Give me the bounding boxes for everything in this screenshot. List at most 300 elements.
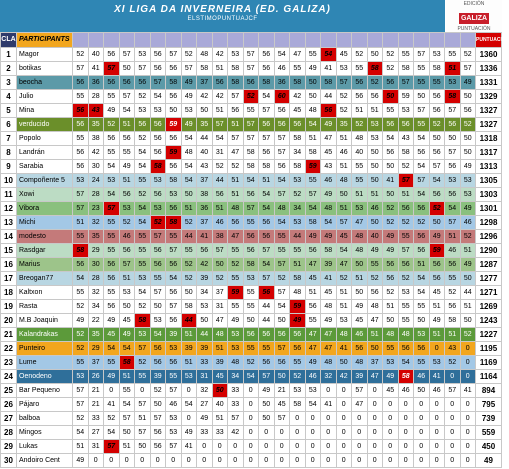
round-score: 0 [305, 426, 321, 440]
round-score: 0 [460, 426, 476, 440]
round-score: 48 [228, 202, 244, 216]
round-score: 49 [305, 230, 321, 244]
round-score: 57 [274, 146, 290, 160]
round-score: 52 [73, 48, 89, 62]
round-score: 40 [88, 48, 104, 62]
round-score: 58 [228, 62, 244, 76]
round-score: 26 [88, 370, 104, 384]
round-score: 41 [383, 174, 399, 188]
table-row [1, 244, 502, 258]
round-score: 48 [398, 328, 414, 342]
round-score: 47 [228, 146, 244, 160]
round-score: 51 [398, 188, 414, 202]
row-position: 25 [1, 384, 17, 398]
row-position: 13 [1, 216, 17, 230]
round-score: 41 [429, 370, 445, 384]
row-position: 26 [1, 398, 17, 412]
round-score: 56 [321, 104, 337, 118]
round-score: 50 [119, 426, 135, 440]
round-score: 21 [88, 398, 104, 412]
round-score: 53 [135, 104, 151, 118]
round-score: 0 [383, 412, 399, 426]
round-score: 52 [336, 104, 352, 118]
round-score: 53 [166, 188, 182, 202]
round-score: 0 [414, 398, 430, 412]
round-score: 58 [166, 216, 182, 230]
table-row [1, 412, 502, 426]
round-score: 51 [119, 440, 135, 454]
logo-top-text: EDICIÓN [463, 1, 485, 7]
round-score: 52 [383, 216, 399, 230]
round-score: 49 [228, 314, 244, 328]
round-score: 55 [305, 174, 321, 188]
participant-name: botikas [17, 62, 73, 76]
round-score: 48 [321, 202, 337, 216]
round-score: 51 [445, 230, 461, 244]
round-score: 56 [460, 104, 476, 118]
round-score: 34 [290, 202, 306, 216]
round-score: 41 [321, 398, 337, 412]
round-score: 49 [181, 118, 197, 132]
round-score: 54 [135, 160, 151, 174]
round-score: 47 [305, 328, 321, 342]
round-score: 51 [336, 300, 352, 314]
round-score: 43 [197, 160, 213, 174]
round-score: 0 [135, 454, 151, 468]
participant-name: Andoiro Cent [17, 454, 73, 468]
round-score: 37 [197, 216, 213, 230]
round-score: 46 [321, 174, 337, 188]
round-score: 54 [336, 244, 352, 258]
round-score: 55 [445, 272, 461, 286]
round-score: 21 [88, 384, 104, 398]
round-score: 52 [135, 90, 151, 104]
round-score: 55 [352, 174, 368, 188]
round-score: 56 [243, 188, 259, 202]
round-score: 50 [119, 62, 135, 76]
round-score: 35 [336, 118, 352, 132]
round-score: 57 [259, 244, 275, 258]
round-score: 55 [73, 132, 89, 146]
round-score: 51 [119, 370, 135, 384]
round-score: 58 [445, 314, 461, 328]
round-score: 51 [119, 118, 135, 132]
round-score: 52 [398, 272, 414, 286]
round-score: 57 [73, 384, 89, 398]
round-score: 44 [259, 314, 275, 328]
round-score: 0 [259, 454, 275, 468]
round-score: 56 [259, 328, 275, 342]
round-score: 0 [383, 426, 399, 440]
total-score: 1243 [476, 314, 502, 328]
round-score: 53 [460, 174, 476, 188]
round-score: 57 [336, 216, 352, 230]
round-score: 0 [243, 412, 259, 426]
round-score: 52 [383, 202, 399, 216]
round-score: 0 [212, 454, 228, 468]
header-round-13 [259, 33, 275, 48]
round-score: 47 [352, 216, 368, 230]
round-score: 57 [414, 48, 430, 62]
round-score: 41 [88, 62, 104, 76]
header-round-11 [228, 33, 244, 48]
round-score: 22 [88, 314, 104, 328]
round-score: 45 [336, 48, 352, 62]
round-score: 56 [73, 76, 89, 90]
round-score: 54 [259, 258, 275, 272]
total-score: 1269 [476, 300, 502, 314]
header-round-2 [88, 33, 104, 48]
round-score: 0 [305, 440, 321, 454]
round-score: 57 [243, 48, 259, 62]
round-score: 53 [166, 342, 182, 356]
round-score: 57 [274, 286, 290, 300]
table-row [1, 188, 502, 202]
total-score: 1313 [476, 160, 502, 174]
round-score: 53 [367, 132, 383, 146]
round-score: 53 [181, 104, 197, 118]
round-score: 52 [383, 286, 399, 300]
total-score: 1164 [476, 370, 502, 384]
round-score: 56 [383, 258, 399, 272]
participant-name: Mina [17, 104, 73, 118]
round-score: 50 [367, 342, 383, 356]
round-score: 50 [414, 384, 430, 398]
round-score: 56 [429, 258, 445, 272]
round-score: 58 [73, 244, 89, 258]
round-score: 0 [383, 398, 399, 412]
round-score: 52 [73, 328, 89, 342]
round-score: 60 [274, 90, 290, 104]
header-round-17 [321, 33, 337, 48]
round-score: 57 [243, 202, 259, 216]
round-score: 57 [166, 48, 182, 62]
header-round-20 [367, 33, 383, 48]
round-score: 50 [243, 314, 259, 328]
round-score: 53 [429, 356, 445, 370]
round-score: 41 [197, 230, 213, 244]
total-score: 1327 [476, 118, 502, 132]
round-score: 0 [352, 454, 368, 468]
round-score: 0 [398, 426, 414, 440]
row-position: 30 [1, 454, 17, 468]
round-score: 55 [445, 48, 461, 62]
row-position: 15 [1, 244, 17, 258]
round-score: 55 [383, 104, 399, 118]
row-position: 21 [1, 328, 17, 342]
round-score: 56 [104, 272, 120, 286]
round-score: 29 [88, 244, 104, 258]
round-score: 56 [274, 118, 290, 132]
round-score: 0 [414, 454, 430, 468]
round-score: 0 [460, 412, 476, 426]
round-score: 58 [321, 244, 337, 258]
round-score: 0 [197, 454, 213, 468]
round-score: 46 [166, 398, 182, 412]
participant-name: Pájaro [17, 398, 73, 412]
table-row [1, 90, 502, 104]
round-score: 53 [228, 342, 244, 356]
round-score: 0 [243, 426, 259, 440]
round-score: 48 [274, 202, 290, 216]
round-score: 48 [336, 174, 352, 188]
round-score: 50 [181, 188, 197, 202]
round-score: 52 [228, 160, 244, 174]
round-score: 47 [212, 314, 228, 328]
total-score: 1271 [476, 286, 502, 300]
header-round-7 [166, 33, 182, 48]
round-score: 57 [135, 342, 151, 356]
round-score: 51 [290, 258, 306, 272]
round-score: 54 [259, 188, 275, 202]
round-score: 58 [398, 370, 414, 384]
round-score: 58 [445, 90, 461, 104]
round-score: 0 [445, 426, 461, 440]
round-score: 54 [135, 202, 151, 216]
round-score: 49 [383, 370, 399, 384]
round-score: 40 [197, 146, 213, 160]
round-score: 53 [383, 356, 399, 370]
round-score: 55 [104, 90, 120, 104]
round-score: 43 [445, 342, 461, 356]
round-score: 56 [398, 202, 414, 216]
round-score: 0 [429, 440, 445, 454]
round-score: 58 [181, 300, 197, 314]
round-score: 57 [166, 440, 182, 454]
round-score: 58 [305, 146, 321, 160]
round-score: 58 [259, 160, 275, 174]
round-score: 53 [73, 370, 89, 384]
round-score: 50 [305, 90, 321, 104]
table-row [1, 174, 502, 188]
round-score: 54 [274, 300, 290, 314]
round-score: 49 [119, 160, 135, 174]
title-banner [0, 0, 445, 32]
round-score: 49 [104, 104, 120, 118]
round-score: 52 [181, 216, 197, 230]
round-score: 40 [367, 230, 383, 244]
round-score: 48 [228, 356, 244, 370]
table-row [1, 426, 502, 440]
round-score: 47 [290, 48, 306, 62]
round-score: 56 [119, 76, 135, 90]
round-score: 0 [228, 440, 244, 454]
round-score: 52 [135, 132, 151, 146]
round-score: 58 [243, 146, 259, 160]
round-score: 50 [166, 104, 182, 118]
round-score: 40 [212, 398, 228, 412]
round-score: 48 [352, 132, 368, 146]
header-round-16 [305, 33, 321, 48]
round-score: 49 [460, 202, 476, 216]
round-score: 41 [336, 342, 352, 356]
round-score: 56 [166, 132, 182, 146]
round-score: 53 [336, 314, 352, 328]
round-score: 56 [104, 48, 120, 62]
round-score: 45 [321, 286, 337, 300]
round-score: 51 [119, 272, 135, 286]
round-score: 0 [290, 426, 306, 440]
round-score: 57 [259, 272, 275, 286]
round-score: 56 [414, 146, 430, 160]
round-score: 49 [305, 356, 321, 370]
round-score: 58 [290, 398, 306, 412]
round-score: 0 [274, 426, 290, 440]
round-score: 50 [414, 90, 430, 104]
round-score: 37 [88, 356, 104, 370]
round-score: 56 [414, 244, 430, 258]
header-total: PUNTUACIÓN [476, 33, 502, 48]
table-row [1, 146, 502, 160]
round-score: 52 [73, 342, 89, 356]
round-score: 41 [321, 62, 337, 76]
round-score: 52 [367, 272, 383, 286]
round-score: 27 [88, 426, 104, 440]
participant-name: Bar Pequeno [17, 384, 73, 398]
round-score: 57 [274, 342, 290, 356]
round-score: 0 [243, 384, 259, 398]
round-score: 0 [135, 384, 151, 398]
round-score: 53 [166, 426, 182, 440]
round-score: 55 [398, 48, 414, 62]
round-score: 56 [150, 244, 166, 258]
round-score: 55 [290, 62, 306, 76]
row-position: 24 [1, 370, 17, 384]
round-score: 52 [181, 272, 197, 286]
round-score: 51 [73, 440, 89, 454]
table-row [1, 258, 502, 272]
round-score: 56 [212, 76, 228, 90]
round-score: 21 [274, 384, 290, 398]
round-score: 54 [274, 174, 290, 188]
round-score: 54 [321, 216, 337, 230]
round-score: 56 [243, 244, 259, 258]
round-score: 0 [445, 454, 461, 468]
round-score: 57 [73, 188, 89, 202]
round-score: 38 [197, 188, 213, 202]
round-score: 53 [429, 48, 445, 62]
round-score: 54 [414, 286, 430, 300]
round-score: 51 [212, 412, 228, 426]
round-score: 49 [460, 258, 476, 272]
round-score: 52 [274, 272, 290, 286]
round-score: 55 [305, 314, 321, 328]
round-score: 53 [150, 314, 166, 328]
total-score: 739 [476, 412, 502, 426]
round-score: 39 [197, 272, 213, 286]
round-score: 0 [119, 454, 135, 468]
header-round-14 [274, 33, 290, 48]
table-row [1, 454, 502, 468]
header [0, 0, 502, 32]
round-score: 51 [367, 188, 383, 202]
round-score: 55 [228, 272, 244, 286]
round-score: 50 [429, 216, 445, 230]
round-score: 52 [460, 230, 476, 244]
round-score: 36 [197, 202, 213, 216]
round-score: 50 [150, 300, 166, 314]
round-score: 0 [429, 342, 445, 356]
round-score: 50 [336, 356, 352, 370]
round-score: 56 [290, 328, 306, 342]
round-score: 51 [212, 104, 228, 118]
table-row [1, 384, 502, 398]
round-score: 36 [88, 76, 104, 90]
round-score: 51 [228, 188, 244, 202]
table-row [1, 76, 502, 90]
participant-name: Julio [17, 90, 73, 104]
round-score: 35 [197, 118, 213, 132]
round-score: 0 [429, 412, 445, 426]
round-score: 39 [197, 342, 213, 356]
total-score: 1360 [476, 48, 502, 62]
round-score: 55 [150, 272, 166, 286]
round-score: 56 [383, 272, 399, 286]
round-score: 48 [321, 356, 337, 370]
round-score: 53 [336, 62, 352, 76]
round-score: 0 [398, 398, 414, 412]
header-participants: PARTICIPANTS [17, 33, 73, 48]
round-score: 52 [445, 286, 461, 300]
round-score: 43 [321, 160, 337, 174]
round-score: 56 [119, 132, 135, 146]
round-score: 56 [274, 160, 290, 174]
round-score: 0 [398, 440, 414, 454]
round-score: 57 [305, 188, 321, 202]
round-score: 54 [150, 90, 166, 104]
round-score: 46 [336, 146, 352, 160]
header-round-8 [181, 33, 197, 48]
round-score: 31 [212, 300, 228, 314]
round-score: 57 [119, 90, 135, 104]
round-score: 0 [367, 454, 383, 468]
round-score: 55 [73, 230, 89, 244]
round-score: 54 [119, 104, 135, 118]
round-score: 54 [181, 132, 197, 146]
round-score: 56 [352, 76, 368, 90]
round-score: 33 [228, 384, 244, 398]
round-score: 29 [88, 342, 104, 356]
round-score: 53 [119, 286, 135, 300]
round-score: 57 [73, 62, 89, 76]
round-score: 59 [166, 118, 182, 132]
round-score: 56 [135, 118, 151, 132]
round-score: 56 [429, 146, 445, 160]
round-score: 49 [259, 384, 275, 398]
round-score: 24 [88, 174, 104, 188]
round-score: 48 [352, 230, 368, 244]
round-score: 48 [352, 244, 368, 258]
round-score: 52 [212, 272, 228, 286]
row-position: 22 [1, 342, 17, 356]
round-score: 45 [383, 384, 399, 398]
round-score: 41 [181, 440, 197, 454]
round-score: 0 [290, 440, 306, 454]
round-score: 0 [305, 454, 321, 468]
round-score: 34 [228, 370, 244, 384]
round-score: 45 [290, 104, 306, 118]
round-score: 55 [119, 146, 135, 160]
round-score: 51 [429, 300, 445, 314]
round-score: 44 [321, 90, 337, 104]
round-score: 58 [321, 76, 337, 90]
round-score: 0 [414, 412, 430, 426]
round-score: 50 [460, 132, 476, 146]
round-score: 0 [181, 384, 197, 398]
round-score: 44 [181, 230, 197, 244]
round-score: 33 [88, 412, 104, 426]
round-score: 0 [367, 398, 383, 412]
